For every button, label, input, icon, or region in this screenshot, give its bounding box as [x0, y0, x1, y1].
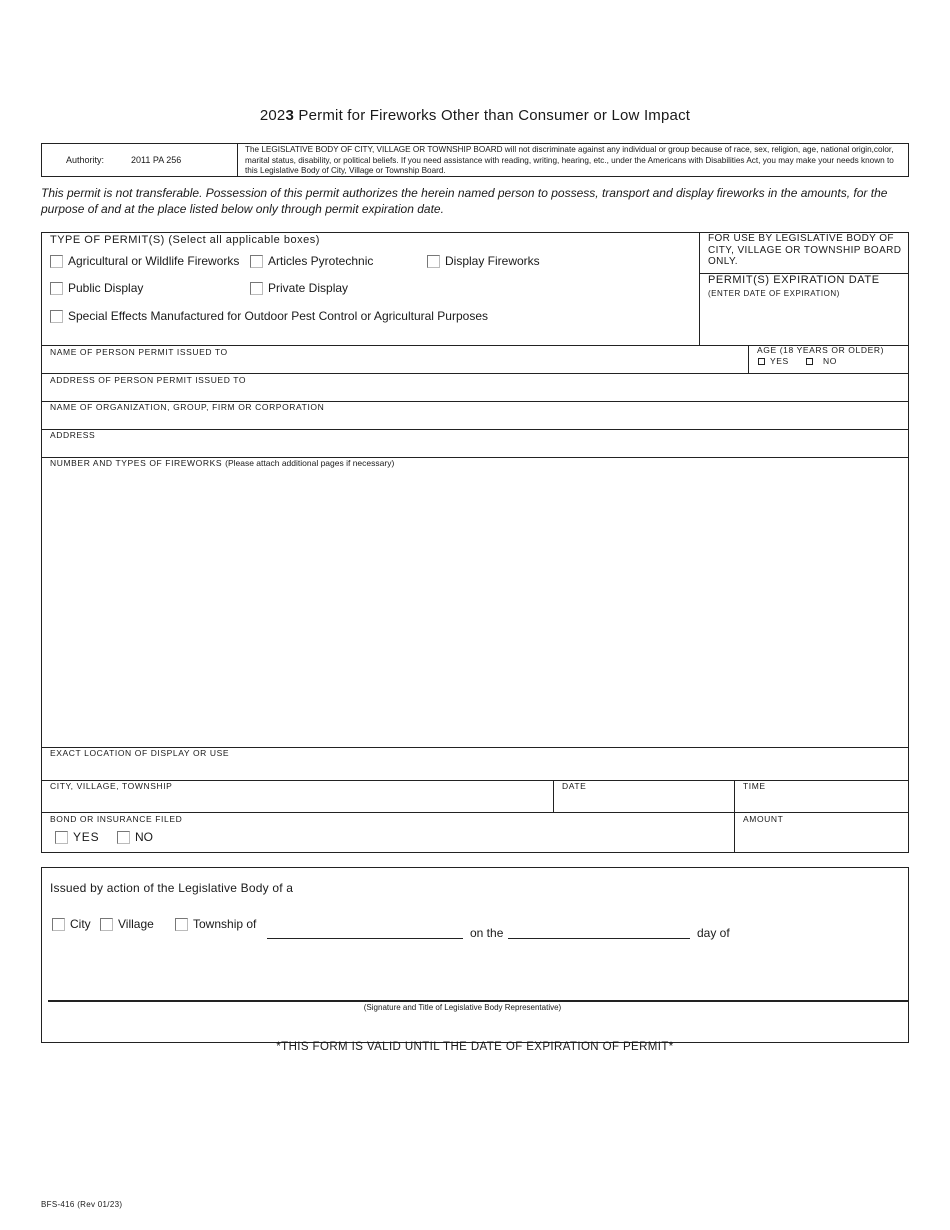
authority-label: Authority: [66, 155, 105, 165]
time-label: TIME [743, 781, 766, 791]
fireworks-field[interactable] [50, 470, 905, 744]
checkbox[interactable] [250, 282, 263, 295]
checkbox[interactable] [806, 358, 813, 365]
checkbox[interactable] [250, 255, 263, 268]
issued-city-option[interactable]: City [52, 917, 91, 931]
day-number-line[interactable] [508, 938, 690, 939]
date-label: DATE [562, 781, 587, 791]
fireworks-label: NUMBER AND TYPES OF FIREWORKS (Please attach additional pages if necessary) [50, 458, 395, 468]
expiration-date-hint: (ENTER DATE OF EXPIRATION) [708, 289, 840, 298]
organization-label: NAME OF ORGANIZATION, GROUP, FIRM OR CORPORATION [50, 402, 325, 412]
checkbox[interactable] [175, 918, 188, 931]
checkbox[interactable] [100, 918, 113, 931]
permit-option-special-effects[interactable]: Special Effects Manufactured for Outdoor Pest Control or Agricultural Purposes [50, 309, 488, 323]
address-label: ADDRESS [50, 430, 96, 440]
page-title: 2023 Permit for Fireworks Other than Consumer or Low Impact [259, 107, 691, 124]
date-field[interactable] [562, 793, 730, 810]
amount-field[interactable] [743, 826, 905, 850]
permit-option-articles-pyrotechnic[interactable]: Articles Pyrotechnic [250, 254, 373, 268]
location-field[interactable] [50, 760, 905, 778]
issued-township-option[interactable]: Township of [175, 917, 256, 931]
bond-label: BOND OR INSURANCE FILED [50, 814, 183, 824]
checkbox[interactable] [117, 831, 130, 844]
day-of-label: day of [697, 926, 730, 940]
checkbox[interactable] [50, 255, 63, 268]
age-no-option[interactable]: NO [806, 356, 837, 366]
bond-no-option[interactable]: NO [117, 830, 153, 844]
issued-village-option[interactable]: Village [100, 917, 154, 931]
permit-option-private-display[interactable]: Private Display [250, 281, 348, 295]
validity-notice: *THIS FORM IS VALID UNTIL THE DATE OF EXPIRATION OF PERMIT* [276, 1041, 674, 1053]
permit-option-agricultural[interactable]: Agricultural or Wildlife Fireworks [50, 254, 239, 268]
township-name-line[interactable] [267, 938, 463, 939]
address-issued-label: ADDRESS OF PERSON PERMIT ISSUED TO [50, 375, 247, 385]
name-issued-field[interactable] [50, 357, 740, 372]
permit-option-public-display[interactable]: Public Display [50, 281, 143, 295]
age-label: AGE (18 YEARS OR OLDER) [757, 345, 885, 355]
signature-caption: (Signature and Title of Legislative Body Representative) [363, 1003, 562, 1012]
time-field[interactable] [743, 793, 905, 810]
bond-yes-option[interactable]: YES [55, 830, 99, 844]
form-number: BFS-416 (Rev 01/23) [41, 1200, 123, 1209]
address-issued-field[interactable] [50, 385, 905, 400]
name-issued-label: NAME OF PERSON PERMIT ISSUED TO [50, 347, 228, 357]
issued-intro: Issued by action of the Legislative Body of a [50, 881, 294, 895]
non-discrimination-notice: The LEGISLATIVE BODY OF CITY, VILLAGE OR TOWNSHIP BOARD will not discriminate against any individual or group because of race, sex, religion, age, national origin,color, marital status, disability, or political beliefs. If you need assistance with reading, writing, hearing, etc., under the Americans with Disabilities Act, you may make your needs known to this Legislative Body of City, Village or Township Board. [245, 145, 894, 175]
signature-line[interactable] [48, 1000, 909, 1002]
address-field[interactable] [50, 441, 905, 456]
checkbox[interactable] [55, 831, 68, 844]
checkbox[interactable] [50, 282, 63, 295]
checkbox[interactable] [52, 918, 65, 931]
on-the-label: on the [470, 926, 504, 940]
permit-type-heading: TYPE OF PERMIT(S) (Select all applicable boxes) [50, 234, 320, 246]
organization-field[interactable] [50, 413, 905, 428]
transfer-notice: This permit is not transferable. Possession of this permit authorizes the herein named person to possess, transport and display fireworks in the amounts, for the purpose of and at the place listed below only through permit expiration date. [41, 186, 888, 216]
expiration-date-label: PERMIT(S) EXPIRATION DATE [708, 274, 880, 286]
checkbox[interactable] [50, 310, 63, 323]
age-yes-option[interactable]: YES [758, 356, 789, 366]
city-label: CITY, VILLAGE, TOWNSHIP [50, 781, 173, 791]
city-field[interactable] [50, 793, 548, 810]
amount-label: AMOUNT [743, 814, 784, 824]
checkbox[interactable] [758, 358, 765, 365]
location-label: EXACT LOCATION OF DISPLAY OR USE [50, 748, 230, 758]
official-use-heading: FOR USE BY LEGISLATIVE BODY OF CITY, VILLAGE OR TOWNSHIP BOARD ONLY. [708, 233, 902, 267]
checkbox[interactable] [427, 255, 440, 268]
permit-option-display-fireworks[interactable]: Display Fireworks [427, 254, 540, 268]
authority-value: 2011 PA 256 [131, 155, 182, 165]
